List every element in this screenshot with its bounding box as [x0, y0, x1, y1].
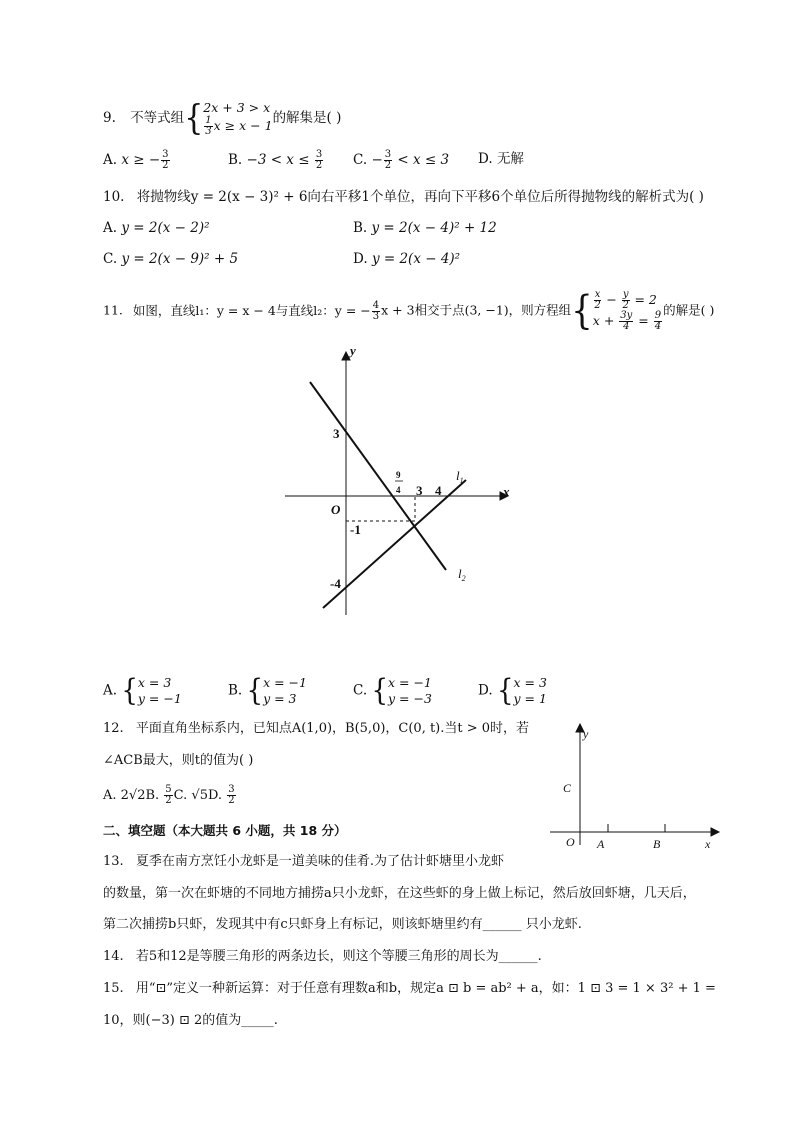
q11-graph: [270, 335, 530, 625]
label-l1: $l_1$: [456, 468, 464, 485]
q11-option-d[interactable]: D. { x = 3 y = 1: [478, 673, 547, 709]
q12-origin: O: [566, 835, 575, 849]
q11-suffix: 的解是( ): [663, 302, 715, 318]
q9-prefix: 不等式组: [130, 110, 185, 126]
q9-suffix: 的解集是( ): [272, 110, 342, 126]
q12-line2: ∠ACB最大，则t的值为( ): [103, 753, 254, 768]
q14-number: 14.: [103, 949, 124, 964]
label-3: 3: [333, 426, 340, 441]
q12-number: 12.: [103, 721, 124, 736]
label-x3: 3: [416, 483, 423, 498]
label-l2: $l_2$: [458, 566, 466, 583]
q12-options[interactable]: A. 2√2B. $\frac{5}{2}$ C. √5D. $\frac{3}{2}$: [103, 784, 235, 806]
label-neg4: -4: [330, 576, 341, 591]
label-9: 9: [396, 470, 401, 480]
q12-graph: [545, 720, 725, 860]
q11-option-c[interactable]: C. { x = −1 y = −3: [353, 673, 432, 709]
x-axis-label: x: [503, 484, 510, 499]
q15-number: 15.: [103, 981, 124, 996]
q12-y-label: y: [583, 727, 589, 741]
q11-slope: $\frac{4}{3}$: [372, 299, 380, 322]
q9-option-c[interactable]: C. − $\frac{3}{2}$ < x ≤ 3: [353, 149, 450, 171]
q11-option-a[interactable]: A. { x = 3 y = −1: [103, 673, 182, 709]
q10-number: 10.: [103, 189, 125, 205]
q9-system-row2: x ≥ x − 1: [213, 118, 273, 133]
q10-option-d[interactable]: D. y = 2(x − 4)²: [353, 251, 461, 267]
q11-brace: {: [571, 288, 593, 334]
q12-text1: 平面直角坐标系内，已知点A(1,0)，B(5,0)，C(0, t).当t > 0时，若: [135, 721, 530, 736]
q11-system: $\frac{x}{2}$ − $\frac{y}{2}$ = 2 x + $\frac{3y}{4}$ = $\frac{9}{4}$: [592, 289, 662, 332]
label-neg1: -1: [350, 522, 361, 537]
q9-option-a[interactable]: A. x ≥ − $\frac{3}{2}$: [103, 149, 169, 171]
y-axis-arrow: [342, 352, 350, 360]
q11-number: 11.: [103, 302, 123, 318]
q9-system-row1: 2x + 3 > x: [203, 100, 271, 115]
q13-line2: 的数量，第一次在虾塘的不同地方捕捞a只小龙虾，在这些虾的身上做上标记，然后放回虾塘，几天后，: [103, 886, 696, 901]
q11-text: 如图，直线l₁：y = x − 4与直线l₂：y = −: [132, 302, 371, 318]
label-x4: 4: [435, 483, 442, 498]
q13-number: 13.: [103, 854, 124, 869]
q9-brace: {: [184, 97, 204, 139]
q10-text: 将抛物线y = 2(x − 3)² + 6向右平移1个单位，再向下平移6个单位后所得抛物线的解析式为( ): [136, 189, 704, 205]
q15-text1: 用“⊡”定义一种新运算：对于任意有理数a和b，规定a ⊡ b = ab² + a，如：1 ⊡ 3 = 1 × 3² + 1 =: [135, 981, 716, 996]
q10-option-b[interactable]: B. y = 2(x − 4)² + 12: [353, 220, 497, 236]
q15-line2: 10，则(−3) ⊡ 2的值为_____.: [103, 1013, 278, 1028]
section-2-heading: 二、填空题（本大题共 6 小题，共 18 分）: [103, 823, 347, 838]
q11-text2: x + 3相交于点(3, −1)，则方程组: [381, 302, 572, 318]
q9-option-b[interactable]: B. −3 < x ≤ $\frac{3}{2}$: [228, 149, 323, 171]
q12-x-label: x: [705, 837, 711, 851]
q12-line1: [103, 720, 529, 738]
q12-point-b: B: [653, 837, 661, 851]
q9-option-d[interactable]: D. 无解: [478, 151, 524, 167]
q13-line3: 第二次捕捞b只虾，发现其中有c只虾身上有标记，则该虾塘里约有______ 只小龙虾.: [103, 917, 582, 932]
origin-label: O: [331, 502, 341, 517]
q11: [103, 290, 714, 332]
q10-option-c[interactable]: C. y = 2(x − 9)² + 5: [103, 251, 239, 267]
q14-text: 若5和12是等腰三角形的两条边长，则这个等腰三角形的周长为______.: [135, 949, 542, 964]
label-4-den: 4: [396, 485, 401, 495]
q10-option-a[interactable]: A. y = 2(x − 2)²: [103, 220, 210, 236]
q11-option-b[interactable]: B. { x = −1 y = 3: [228, 673, 307, 709]
q9-system: [203, 100, 272, 137]
q13-text1: 夏季在南方烹饪小龙虾是一道美味的佳肴.为了估计虾塘里小龙虾: [135, 854, 504, 869]
q9-number: 9.: [103, 110, 116, 126]
q13-line1: [103, 853, 504, 871]
y-axis-label: y: [350, 343, 356, 358]
q10: [103, 188, 704, 206]
q9-coef: $\frac{1}{3}$: [205, 115, 212, 137]
q12-point-a: A: [597, 837, 605, 851]
q12-x-arrow: [711, 828, 719, 836]
q14: [103, 948, 542, 966]
line-l2: [310, 382, 446, 570]
q9: [103, 97, 342, 139]
q12-point-c: C: [563, 781, 572, 795]
q15-line1: [103, 980, 716, 998]
dashed-guide: [346, 496, 415, 521]
